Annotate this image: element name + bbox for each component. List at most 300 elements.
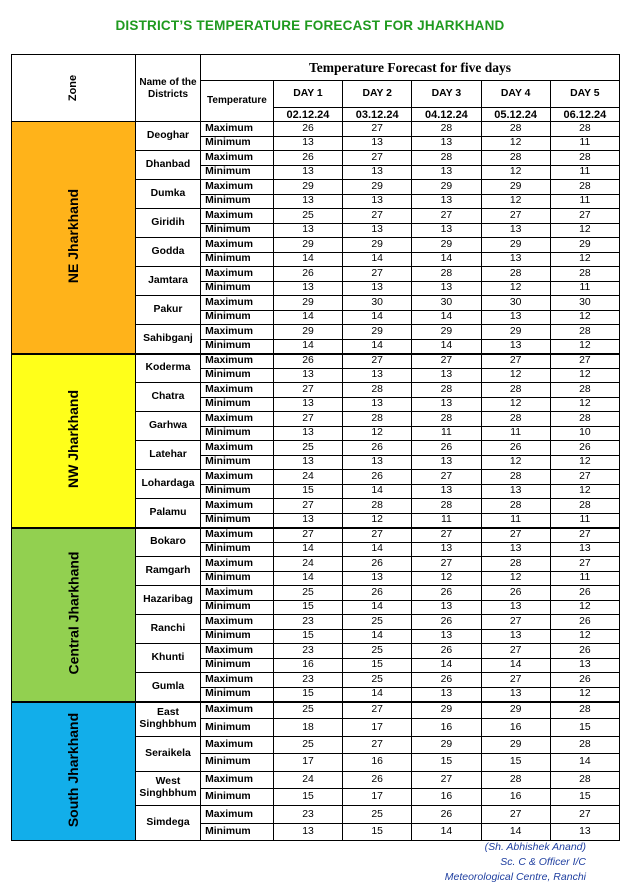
temperature-value: 13 — [343, 368, 412, 383]
temperature-value: 14 — [273, 310, 342, 325]
temperature-value: 13 — [343, 571, 412, 586]
temperature-value: 27 — [412, 209, 481, 224]
temperature-value: 13 — [481, 687, 550, 702]
temperature-value: 10 — [550, 426, 619, 441]
temperature-value: 15 — [273, 629, 342, 644]
district-name: Sahibganj — [135, 325, 200, 354]
temperature-value: 26 — [343, 470, 412, 485]
temperature-value: 28 — [550, 412, 619, 427]
temperature-value: 27 — [343, 267, 412, 282]
temperature-value: 13 — [481, 484, 550, 499]
temperature-value: 29 — [412, 238, 481, 253]
maximum-label: Maximum — [201, 470, 274, 485]
temperature-value: 29 — [481, 702, 550, 719]
temperature-value: 27 — [481, 354, 550, 369]
temperature-value: 13 — [273, 136, 342, 151]
minimum-label: Minimum — [201, 194, 274, 209]
temperature-value: 13 — [412, 165, 481, 180]
temperature-value: 13 — [343, 194, 412, 209]
temperature-value: 27 — [412, 354, 481, 369]
temperature-value: 13 — [273, 823, 342, 840]
temperature-value: 11 — [550, 194, 619, 209]
temperature-value: 12 — [550, 484, 619, 499]
temperature-value: 29 — [343, 238, 412, 253]
minimum-label: Minimum — [201, 426, 274, 441]
minimum-label: Minimum — [201, 658, 274, 673]
table-row — [12, 528, 620, 543]
temperature-value: 26 — [343, 557, 412, 572]
temperature-value: 17 — [343, 719, 412, 736]
minimum-label: Minimum — [201, 629, 274, 644]
temperature-value: 15 — [343, 658, 412, 673]
day-date: 06.12.24 — [550, 108, 619, 122]
temperature-value: 11 — [550, 165, 619, 180]
temperature-value: 26 — [412, 806, 481, 823]
temperature-value: 17 — [273, 754, 342, 771]
temperature-value: 12 — [550, 223, 619, 238]
zone-cell — [12, 354, 136, 528]
temperature-value: 12 — [550, 310, 619, 325]
temperature-value: 25 — [273, 209, 342, 224]
temperature-value: 16 — [412, 788, 481, 805]
temperature-value: 15 — [273, 687, 342, 702]
day-date: 05.12.24 — [481, 108, 550, 122]
temperature-value: 27 — [550, 557, 619, 572]
zone-cell — [12, 702, 136, 841]
minimum-label: Minimum — [201, 165, 274, 180]
temperature-value: 13 — [412, 455, 481, 470]
maximum-label: Maximum — [201, 644, 274, 659]
district-name: West Singhbhum — [135, 771, 200, 806]
temperature-value: 27 — [481, 209, 550, 224]
maximum-label: Maximum — [201, 586, 274, 601]
temperature-value: 13 — [481, 252, 550, 267]
temperature-value: 13 — [273, 513, 342, 528]
minimum-label: Minimum — [201, 719, 274, 736]
temperature-value: 12 — [550, 339, 619, 354]
day-date: 04.12.24 — [412, 108, 481, 122]
temperature-value: 26 — [550, 644, 619, 659]
temperature-value: 13 — [273, 455, 342, 470]
temperature-value: 16 — [481, 719, 550, 736]
temperature-value: 27 — [273, 499, 342, 514]
temperature-value: 24 — [273, 470, 342, 485]
temperature-value: 16 — [481, 788, 550, 805]
temperature-value: 29 — [550, 238, 619, 253]
temperature-value: 11 — [550, 136, 619, 151]
temperature-value: 14 — [343, 310, 412, 325]
signature-block — [386, 840, 586, 885]
district-name: Palamu — [135, 499, 200, 528]
temperature-value: 18 — [273, 719, 342, 736]
temperature-value: 28 — [550, 180, 619, 195]
temperature-value: 11 — [550, 571, 619, 586]
temperature-value: 14 — [273, 571, 342, 586]
temperature-value: 27 — [481, 615, 550, 630]
district-name: Godda — [135, 238, 200, 267]
temperature-value: 29 — [273, 180, 342, 195]
maximum-label: Maximum — [201, 354, 274, 369]
temperature-value: 28 — [481, 383, 550, 398]
minimum-label: Minimum — [201, 310, 274, 325]
temperature-value: 16 — [343, 754, 412, 771]
temperature-value: 15 — [412, 754, 481, 771]
temperature-value: 29 — [412, 180, 481, 195]
zone-cell — [12, 528, 136, 702]
temperature-value: 28 — [481, 412, 550, 427]
temperature-value: 13 — [273, 397, 342, 412]
temperature-value: 14 — [343, 542, 412, 557]
temperature-value: 11 — [481, 426, 550, 441]
temperature-value: 11 — [550, 281, 619, 296]
temperature-value: 27 — [273, 412, 342, 427]
temperature-value: 13 — [481, 310, 550, 325]
temperature-value: 23 — [273, 806, 342, 823]
minimum-label: Minimum — [201, 223, 274, 238]
temperature-value: 29 — [412, 702, 481, 719]
district-name: Jamtara — [135, 267, 200, 296]
temperature-value: 27 — [412, 557, 481, 572]
temperature-value: 28 — [412, 122, 481, 137]
district-name: Pakur — [135, 296, 200, 325]
temperature-value: 14 — [273, 252, 342, 267]
temperature-value: 14 — [343, 484, 412, 499]
temperature-value: 27 — [343, 702, 412, 719]
temperature-value: 13 — [343, 165, 412, 180]
district-name: Lohardaga — [135, 470, 200, 499]
temperature-value: 12 — [481, 455, 550, 470]
temperature-value: 25 — [343, 673, 412, 688]
temperature-value: 13 — [412, 629, 481, 644]
temperature-value: 26 — [273, 122, 342, 137]
zone-header — [12, 55, 136, 122]
temperature-value: 29 — [481, 325, 550, 340]
day-label: DAY 3 — [412, 81, 481, 108]
minimum-label: Minimum — [201, 455, 274, 470]
temperature-value: 16 — [273, 658, 342, 673]
temperature-value: 26 — [550, 673, 619, 688]
temperature-value: 28 — [550, 736, 619, 753]
temperature-value: 13 — [273, 165, 342, 180]
temperature-value: 13 — [481, 542, 550, 557]
temperature-value: 25 — [343, 615, 412, 630]
temperature-value: 15 — [273, 600, 342, 615]
district-name: Koderma — [135, 354, 200, 383]
zone-cell — [12, 122, 136, 354]
temperature-value: 26 — [550, 615, 619, 630]
temperature-value: 27 — [343, 151, 412, 166]
temperature-value: 12 — [481, 571, 550, 586]
table-row — [12, 702, 620, 719]
minimum-label: Minimum — [201, 571, 274, 586]
forecast-table — [11, 54, 620, 841]
minimum-label: Minimum — [201, 397, 274, 412]
day-label: DAY 1 — [273, 81, 342, 108]
district-name: Giridih — [135, 209, 200, 238]
temperature-value: 13 — [481, 223, 550, 238]
temperature-value: 13 — [343, 281, 412, 296]
table-row — [12, 122, 620, 137]
temperature-value: 30 — [412, 296, 481, 311]
temperature-value: 13 — [412, 368, 481, 383]
temperature-value: 25 — [343, 644, 412, 659]
temperature-value: 26 — [412, 586, 481, 601]
maximum-label: Maximum — [201, 325, 274, 340]
temperature-value: 28 — [550, 122, 619, 137]
temperature-value: 24 — [273, 771, 342, 788]
signature-name: (Sh. Abhishek Anand) — [484, 841, 586, 853]
temperature-value: 13 — [550, 823, 619, 840]
temperature-value: 13 — [412, 136, 481, 151]
temperature-value: 27 — [343, 354, 412, 369]
table-row — [12, 354, 620, 369]
district-header: Name of the Districts — [135, 55, 200, 122]
zone-name: Central Jharkhand — [65, 551, 82, 675]
temperature-value: 28 — [550, 151, 619, 166]
temperature-value: 30 — [481, 296, 550, 311]
temperature-value: 27 — [412, 771, 481, 788]
temperature-value: 27 — [412, 470, 481, 485]
temperature-value: 12 — [343, 513, 412, 528]
temperature-value: 11 — [412, 426, 481, 441]
minimum-label: Minimum — [201, 484, 274, 499]
temperature-value: 14 — [273, 339, 342, 354]
temperature-value: 14 — [343, 687, 412, 702]
temperature-value: 28 — [550, 383, 619, 398]
temperature-value: 26 — [481, 441, 550, 456]
temperature-value: 27 — [550, 528, 619, 543]
temperature-value: 15 — [550, 788, 619, 805]
temperature-value: 27 — [273, 383, 342, 398]
district-name: Gumla — [135, 673, 200, 702]
temperature-value: 12 — [481, 165, 550, 180]
temperature-value: 27 — [343, 528, 412, 543]
temperature-value: 13 — [343, 455, 412, 470]
temperature-value: 15 — [481, 754, 550, 771]
temperature-value: 13 — [412, 223, 481, 238]
temperature-value: 14 — [343, 629, 412, 644]
temperature-value: 14 — [412, 823, 481, 840]
minimum-label: Minimum — [201, 252, 274, 267]
day-label: DAY 5 — [550, 81, 619, 108]
temperature-value: 15 — [550, 719, 619, 736]
temperature-value: 12 — [481, 397, 550, 412]
temperature-value: 28 — [481, 557, 550, 572]
temperature-value: 23 — [273, 615, 342, 630]
temperature-value: 13 — [481, 600, 550, 615]
temperature-value: 14 — [273, 542, 342, 557]
temperature-value: 29 — [481, 238, 550, 253]
temperature-value: 27 — [412, 528, 481, 543]
temperature-value: 14 — [412, 339, 481, 354]
page-title: DISTRICT’S TEMPERATURE FORECAST FOR JHARKHAND — [115, 18, 505, 33]
district-name: Bokaro — [135, 528, 200, 557]
temperature-value: 14 — [412, 252, 481, 267]
temperature-value: 27 — [273, 528, 342, 543]
temperature-value: 30 — [343, 296, 412, 311]
temperature-value: 29 — [273, 238, 342, 253]
temperature-value: 13 — [550, 542, 619, 557]
temperature-value: 14 — [343, 252, 412, 267]
temperature-value: 27 — [343, 736, 412, 753]
district-name: Ranchi — [135, 615, 200, 644]
temperature-value: 28 — [550, 325, 619, 340]
temperature-value: 30 — [550, 296, 619, 311]
temperature-value: 23 — [273, 644, 342, 659]
temperature-value: 13 — [343, 136, 412, 151]
temperature-value: 12 — [481, 194, 550, 209]
temperature-value: 25 — [343, 806, 412, 823]
maximum-label: Maximum — [201, 412, 274, 427]
temperature-value: 12 — [550, 397, 619, 412]
temperature-value: 12 — [550, 600, 619, 615]
temperature-value: 12 — [481, 368, 550, 383]
maximum-label: Maximum — [201, 122, 274, 137]
temperature-value: 27 — [550, 470, 619, 485]
day-label: DAY 2 — [343, 81, 412, 108]
temperature-value: 12 — [481, 281, 550, 296]
district-name: Chatra — [135, 383, 200, 412]
day-label: DAY 4 — [481, 81, 550, 108]
temperature-value: 28 — [412, 499, 481, 514]
temperature-value: 27 — [481, 673, 550, 688]
maximum-label: Maximum — [201, 615, 274, 630]
temperature-value: 29 — [412, 736, 481, 753]
temperature-value: 15 — [343, 823, 412, 840]
temperature-value: 27 — [481, 806, 550, 823]
temperature-value: 28 — [481, 771, 550, 788]
temperature-value: 25 — [273, 736, 342, 753]
temperature-value: 29 — [273, 296, 342, 311]
district-name: Hazaribag — [135, 586, 200, 615]
minimum-label: Minimum — [201, 687, 274, 702]
temperature-value: 28 — [481, 267, 550, 282]
minimum-label: Minimum — [201, 823, 274, 840]
temperature-value: 27 — [550, 354, 619, 369]
district-name: Deoghar — [135, 122, 200, 151]
temperature-value: 28 — [550, 771, 619, 788]
maximum-label: Maximum — [201, 180, 274, 195]
minimum-label: Minimum — [201, 513, 274, 528]
district-name: Garhwa — [135, 412, 200, 441]
temperature-value: 27 — [481, 528, 550, 543]
temperature-value: 12 — [550, 455, 619, 470]
maximum-label: Maximum — [201, 806, 274, 823]
maximum-label: Maximum — [201, 209, 274, 224]
temperature-value: 28 — [343, 383, 412, 398]
temperature-header: Temperature — [201, 81, 274, 122]
temperature-value: 11 — [550, 513, 619, 528]
maximum-label: Maximum — [201, 499, 274, 514]
temperature-value: 28 — [481, 470, 550, 485]
temperature-value: 15 — [273, 788, 342, 805]
district-name: Dhanbad — [135, 151, 200, 180]
maximum-label: Maximum — [201, 736, 274, 753]
temperature-value: 12 — [412, 571, 481, 586]
maximum-label: Maximum — [201, 702, 274, 719]
temperature-value: 13 — [412, 600, 481, 615]
temperature-value: 25 — [273, 586, 342, 601]
temperature-value: 26 — [481, 586, 550, 601]
minimum-label: Minimum — [201, 542, 274, 557]
temperature-value: 14 — [412, 658, 481, 673]
temperature-value: 29 — [343, 325, 412, 340]
temperature-value: 26 — [412, 615, 481, 630]
temperature-value: 25 — [273, 441, 342, 456]
temperature-value: 26 — [273, 267, 342, 282]
zone-name: NW Jharkhand — [65, 389, 82, 489]
temperature-value: 11 — [481, 513, 550, 528]
day-date: 02.12.24 — [273, 108, 342, 122]
temperature-value: 28 — [481, 499, 550, 514]
temperature-value: 12 — [550, 368, 619, 383]
minimum-label: Minimum — [201, 339, 274, 354]
temperature-value: 26 — [343, 771, 412, 788]
table-header — [12, 55, 620, 122]
maximum-label: Maximum — [201, 151, 274, 166]
temperature-value: 13 — [273, 281, 342, 296]
temperature-value: 28 — [412, 267, 481, 282]
temperature-value: 13 — [481, 629, 550, 644]
temperature-value: 17 — [343, 788, 412, 805]
temperature-value: 26 — [343, 586, 412, 601]
temperature-value: 13 — [412, 281, 481, 296]
temperature-value: 29 — [343, 180, 412, 195]
temperature-value: 13 — [550, 658, 619, 673]
temperature-value: 26 — [550, 441, 619, 456]
temperature-value: 23 — [273, 673, 342, 688]
temperature-value: 14 — [343, 600, 412, 615]
minimum-label: Minimum — [201, 368, 274, 383]
temperature-value: 26 — [412, 441, 481, 456]
temperature-value: 12 — [550, 687, 619, 702]
temperature-value: 28 — [343, 499, 412, 514]
maximum-label: Maximum — [201, 238, 274, 253]
temperature-value: 26 — [412, 673, 481, 688]
district-name: Dumka — [135, 180, 200, 209]
temperature-value: 27 — [343, 122, 412, 137]
district-name: Ramgarh — [135, 557, 200, 586]
temperature-value: 28 — [412, 383, 481, 398]
zone-header-label: Zone — [67, 74, 80, 101]
temperature-value: 14 — [481, 658, 550, 673]
temperature-value: 24 — [273, 557, 342, 572]
temperature-value: 29 — [273, 325, 342, 340]
temperature-value: 27 — [343, 209, 412, 224]
maximum-label: Maximum — [201, 771, 274, 788]
temperature-value: 13 — [481, 339, 550, 354]
district-name: Seraikela — [135, 736, 200, 771]
district-name: Khunti — [135, 644, 200, 673]
temperature-value: 13 — [412, 397, 481, 412]
temperature-value: 28 — [550, 702, 619, 719]
temperature-value: 29 — [481, 180, 550, 195]
temperature-value: 27 — [550, 209, 619, 224]
temperature-value: 14 — [343, 339, 412, 354]
temperature-value: 16 — [412, 719, 481, 736]
temperature-value: 15 — [273, 484, 342, 499]
temperature-value: 13 — [412, 687, 481, 702]
temperature-value: 12 — [550, 252, 619, 267]
temperature-value: 27 — [481, 644, 550, 659]
temperature-value: 26 — [273, 354, 342, 369]
zone-name: NE Jharkhand — [65, 188, 82, 283]
minimum-label: Minimum — [201, 136, 274, 151]
temperature-value: 25 — [273, 702, 342, 719]
district-name: Simdega — [135, 806, 200, 841]
temperature-value: 13 — [343, 397, 412, 412]
temperature-value: 26 — [273, 151, 342, 166]
